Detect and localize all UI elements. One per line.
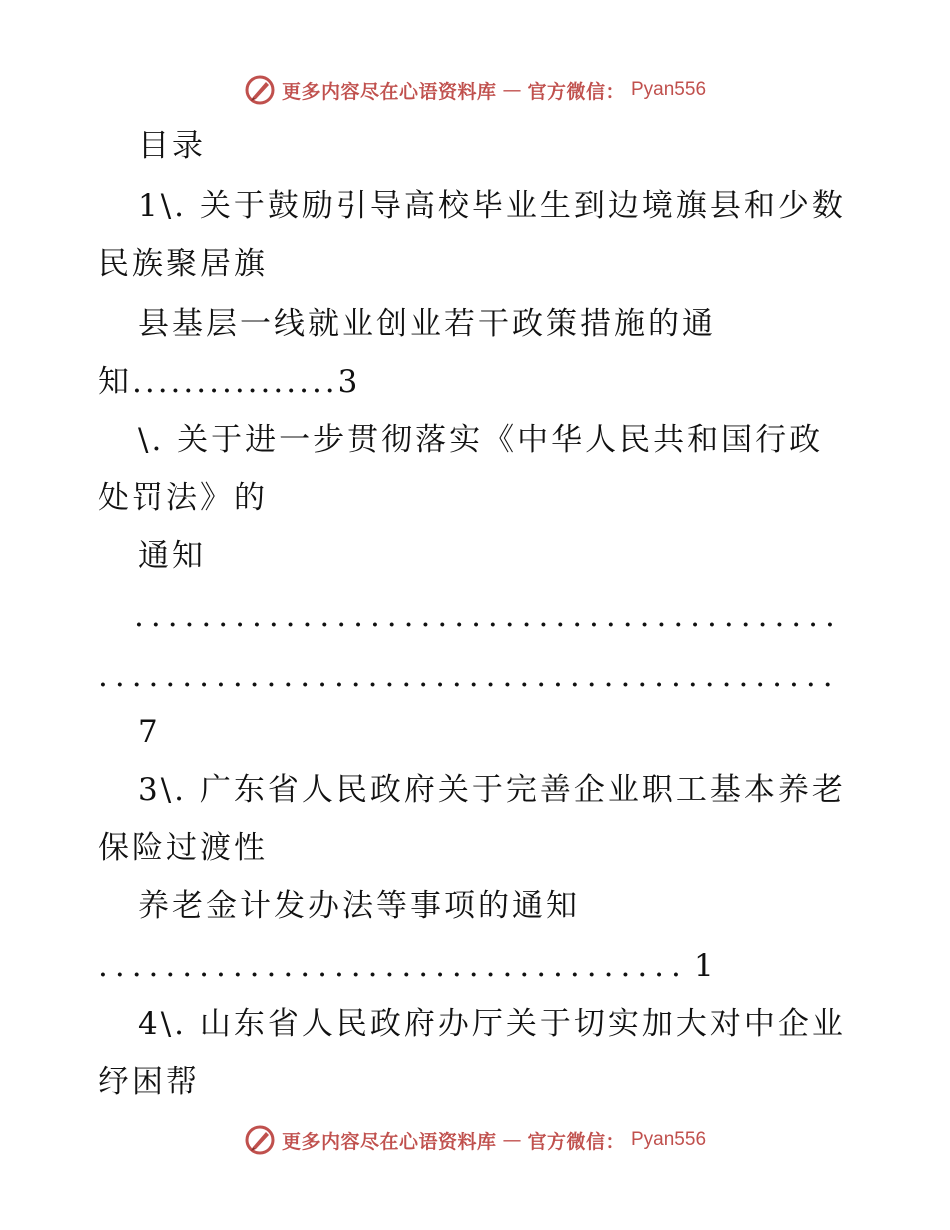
- toc-entry-2-leader-2: ............................................: [98, 658, 840, 694]
- toc-entry-1-line-4: 知................3: [98, 364, 361, 400]
- watermark-wechat-label: 官方微信：: [527, 1130, 625, 1153]
- watermark-wechat-label: 官方微信：: [527, 80, 625, 103]
- footer-watermark: [0, 1120, 950, 1160]
- toc-entry-3-line-2: 保险过渡性: [98, 830, 268, 866]
- quill-seal-icon: [244, 1124, 276, 1156]
- watermark-wechat-id: Pyan556: [631, 1129, 707, 1150]
- toc-entry-2-line-3: 通知: [138, 538, 206, 574]
- toc-heading: 目录: [138, 128, 206, 164]
- toc-entry-3-line-3: 养老金计发办法等事项的通知: [138, 888, 580, 924]
- toc-entry-3-leader: ...................................: [98, 948, 688, 984]
- watermark-wechat-id: Pyan556: [631, 79, 707, 100]
- toc-entry-3-line-1: 3\. 广东省人民政府关于完善企业职工基本养老: [138, 772, 846, 808]
- toc-entry-2-page: 7: [138, 714, 161, 750]
- toc-entry-3-page: 1: [694, 948, 717, 984]
- toc-entry-1-line-1: 1\. 关于鼓励引导高校毕业生到边境旗县和少数: [138, 188, 846, 224]
- toc-entry-4-line-2: 纾困帮: [98, 1064, 200, 1100]
- toc-entry-2-line-2: 处罚法》的: [98, 480, 268, 516]
- watermark-site-text: 更多内容尽在心语资料库: [281, 1130, 497, 1153]
- watermark-separator: —: [502, 79, 522, 101]
- toc-entry-2-leader-1: ..........................................: [134, 598, 842, 634]
- toc-entry-1-line-3: 县基层一线就业创业若干政策措施的通: [138, 306, 716, 342]
- watermark-separator: —: [502, 1129, 522, 1151]
- watermark-site-text: 更多内容尽在心语资料库: [281, 80, 497, 103]
- toc-entry-1-line-2: 民族聚居旗: [98, 246, 268, 282]
- toc-entry-4-line-1: 4\. 山东省人民政府办厅关于切实加大对中企业: [138, 1006, 846, 1042]
- toc-entry-2-line-1: \. 关于进一步贯彻落实《中华人民共和国行政: [138, 422, 824, 458]
